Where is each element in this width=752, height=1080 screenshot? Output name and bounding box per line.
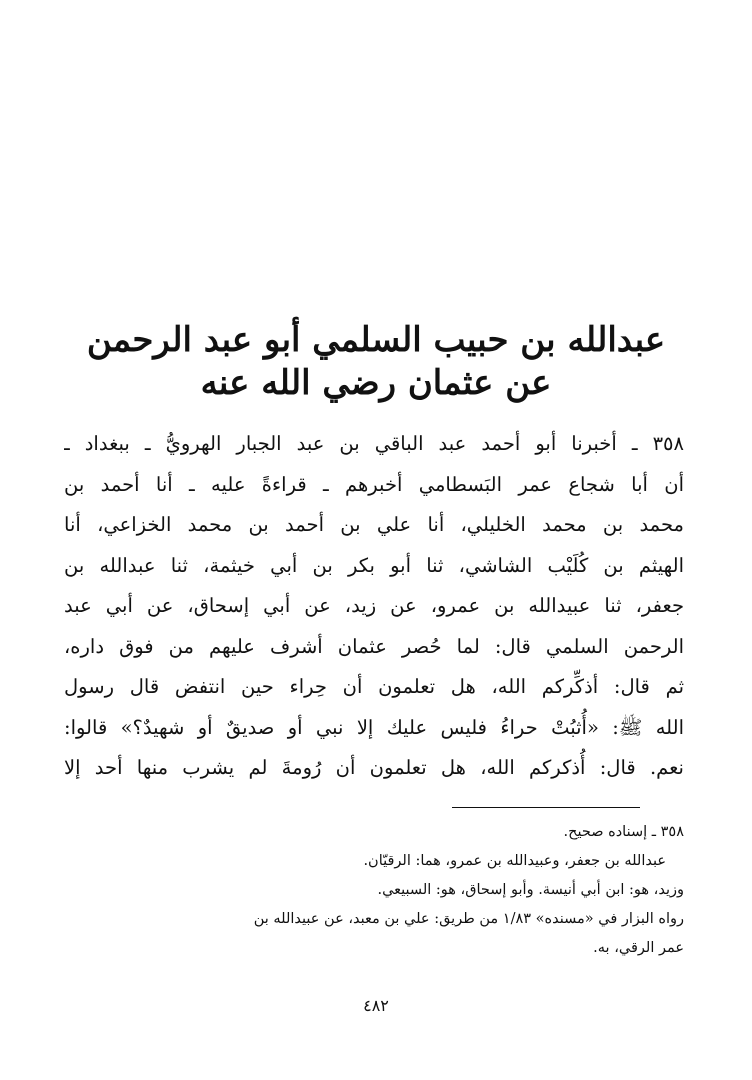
page-number: ٤٨٢: [363, 996, 389, 1015]
body-line: ٣٥٨ ـ أخبرنا أبو أحمد عبد الباقي بن عبد الجبار الهرويُّ ـ ببغداد ـ: [64, 432, 684, 455]
footnote-line: رواه البزار في «مسنده» ١/٨٣ من طريق: علي بن معبد، عن عبيدالله بن: [253, 911, 684, 927]
section-heading-line-1: عبدالله بن حبيب السلمي أبو عبد الرحمن: [86, 320, 666, 360]
body-line: أن أبا شجاع عمر البَسطامي أخبرهم ـ قراءةً عليه ـ أنا أحمد بن: [64, 472, 684, 496]
body-line: نعم. قال: أُذكركم الله، هل تعلمون أن رُومةَ لم يشرب منها أحد إلا: [64, 756, 684, 779]
body-line: الهيثم بن كُلَيْب الشاشي، ثنا أبو بكر بن أبي خيثمة، ثنا عبدالله بن: [64, 553, 684, 577]
footnote-line: ٣٥٨ ـ إسناده صحيح.: [563, 824, 684, 840]
body-line: ثم قال: أذكِّركم الله، هل تعلمون أن حِراء حين انتفض قال رسول: [64, 675, 684, 698]
body-line: جعفر، ثنا عبيدالله بن عمرو، عن زيد، عن أبي إسحاق، عن أبي عبد: [64, 594, 684, 617]
footnote-separator: [452, 807, 640, 808]
section-heading-line-2: عن عثمان رضي الله عنه: [200, 363, 552, 403]
footnotes: [54, 818, 684, 963]
footnote-line: وزيد، هو: ابن أبي أنيسة. وأبو إسحاق، هو: السبيعي.: [377, 882, 684, 898]
hadith-body: [64, 424, 684, 789]
body-line: الله ﷺ: «أُثبُتْ حراءُ فليس عليك إلا نبي أو صديقٌ أو شهيدٌ؟» قالوا:: [64, 715, 684, 739]
body-line: الرحمن السلمي قال: لما حُصر عثمان أشرف عليهم من فوق داره،: [64, 634, 684, 658]
footnote-line: عبدالله بن جعفر، وعبيدالله بن عمرو، هما: الرقيّان.: [363, 853, 666, 869]
footnote-line: عمر الرقي، به.: [593, 940, 684, 956]
body-line: محمد بن محمد الخليلي، أنا علي بن أحمد بن محمد الخزاعي، أنا: [64, 513, 684, 536]
